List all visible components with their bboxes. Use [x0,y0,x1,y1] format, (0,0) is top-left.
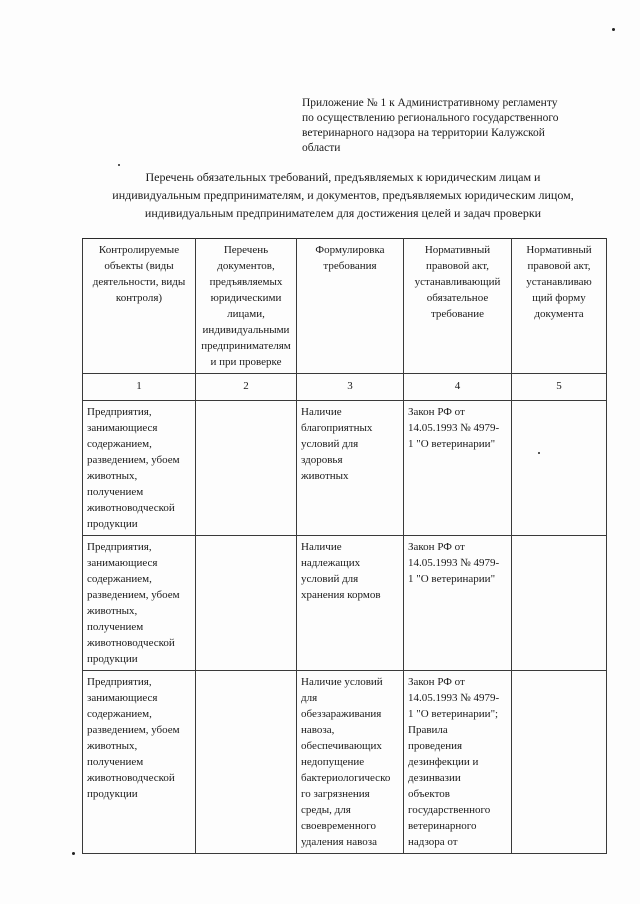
cell-object: Предприятия, занимающиеся содержанием, разведением, убоем животных, получением животноводческой продукции [83,401,196,536]
appendix-line: области [302,142,341,154]
appendix-line: ветеринарного надзора на территории Калужской [302,127,545,139]
cell-form-act [512,536,607,671]
cell-form-act [512,401,607,536]
cell-legal-act: Закон РФ от 14.05.1993 № 4979- 1 "О ветеринарии"; Правила проведения дезинфекции и дезинвазии объектов государственного ветеринарного надзора от [404,671,512,854]
scan-speck [72,852,75,855]
cell-requirement: Наличие благоприятных условий для здоровья животных [297,401,404,536]
cell-documents [196,401,297,536]
scan-speck [612,28,615,31]
column-number: 4 [404,374,512,401]
cell-object: Предприятия, занимающиеся содержанием, разведением, убоем животных, получением животноводческой продукции [83,536,196,671]
column-number: 2 [196,374,297,401]
table-row [83,536,607,671]
header-controlled-objects: Контролируемые объекты (виды деятельности, виды контроля) [83,239,196,374]
cell-requirement: Наличие условий для обеззараживания навоза, обеспечивающих недопущение бактериологическо го загрязнения среды, для своевременного удаления навоза [297,671,404,854]
cell-requirement: Наличие надлежащих условий для хранения кормов [297,536,404,671]
header-legal-act: Нормативный правовой акт, устанавливающий обязательное требование [404,239,512,374]
header-documents-list: Перечень документов, предъявляемых юридическими лицами, индивидуальными предпринимателям и при проверке [196,239,297,374]
scan-speck [538,452,540,454]
appendix-line: Приложение № 1 к Административному регламенту [302,97,558,109]
requirements-table [82,238,607,854]
document-title [78,168,608,222]
cell-object: Предприятия, занимающиеся содержанием, разведением, убоем животных, получением животноводческой продукции [83,671,196,854]
column-number: 5 [512,374,607,401]
table-row [83,671,607,854]
cell-documents [196,671,297,854]
cell-legal-act: Закон РФ от 14.05.1993 № 4979- 1 "О ветеринарии" [404,401,512,536]
column-number-row [83,374,607,401]
table-header-row [83,239,607,374]
cell-documents [196,536,297,671]
appendix-reference [302,96,598,156]
appendix-line: по осуществлению регионального государственного [302,112,559,124]
column-number: 1 [83,374,196,401]
table-row [83,401,607,536]
header-requirement-wording: Формулировка требования [297,239,404,374]
title-line: Перечень обязательных требований, предъявляемых к юридическим лицам и [145,170,541,184]
title-line: индивидуальным предпринимателем для достижения целей и задач проверки [144,206,542,220]
scan-speck [118,164,120,166]
cell-legal-act: Закон РФ от 14.05.1993 № 4979- 1 "О ветеринарии" [404,536,512,671]
title-line: индивидуальным предпринимателям, и документов, предъявляемых юридическим лицом, [112,188,574,202]
cell-form-act [512,671,607,854]
header-form-legal-act: Нормативный правовой акт, устанавливаю щий форму документа [512,239,607,374]
column-number: 3 [297,374,404,401]
